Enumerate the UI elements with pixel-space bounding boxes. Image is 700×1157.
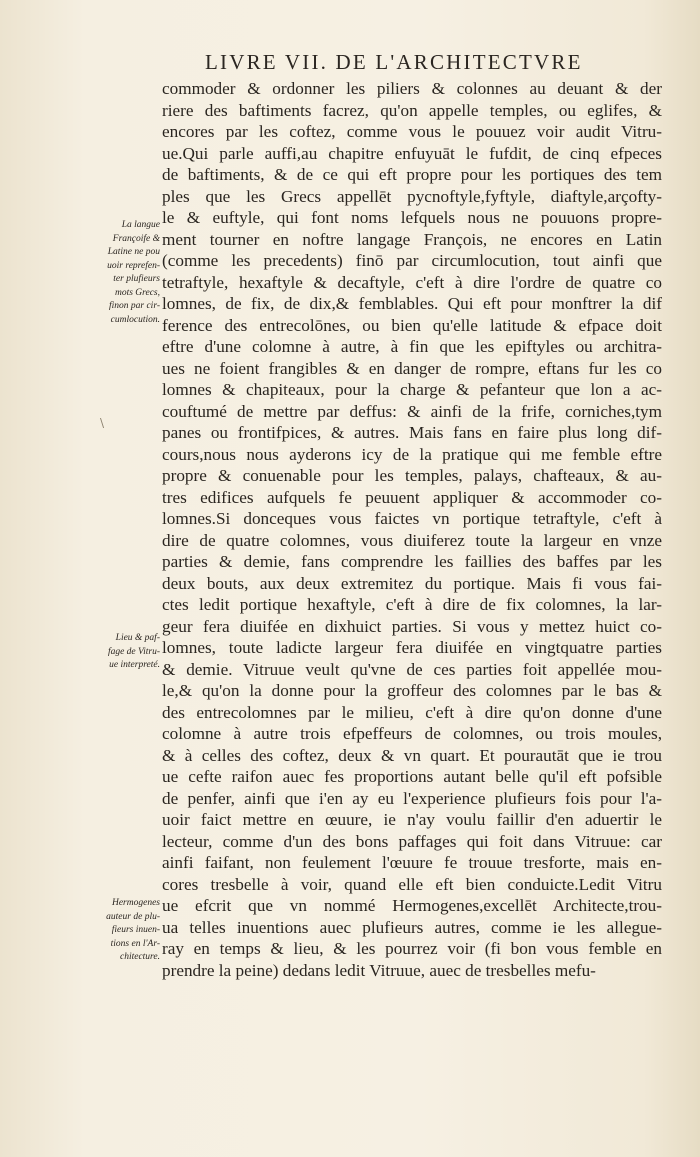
margin-note-line: chitecture. xyxy=(119,952,160,962)
text-line: tetraftyle, hexaftyle & decaftyle, c'eft à dire l'ordre de quatre co xyxy=(162,272,662,292)
margin-note-hermogenes xyxy=(80,897,160,965)
text-line: parties & demie, fans comprendre les faillies des baffes par les xyxy=(162,552,662,571)
text-line: eftre d'une colomne à autre, à fin que les epiftyles ou architra- xyxy=(162,337,662,356)
margin-note-line: mots Grecs, xyxy=(114,287,160,298)
text-line: uoir faict mettre en œuure, ie n'ay voulu faillir d'en aduertir le xyxy=(162,810,662,829)
text-line: panes ou frontifpices, & autres. Mais fans en faire plus long dif- xyxy=(162,423,662,442)
text-line: ues ne foient frangibles & en danger de rompre, eftans fur les co xyxy=(162,358,662,378)
margin-note-line: uoir reprefen- xyxy=(107,260,160,271)
text-line: prendre la peine) dedans ledit Vitruue, auec de tresbelles mefu- xyxy=(162,960,596,980)
text-line: couftumé de mettre par deffus: & ainfi de la frife, corniches,tym xyxy=(162,401,662,421)
margin-note-line: La langue xyxy=(121,220,160,230)
text-line: lomnes, toute ladicte largeur fera diuifée en vingtquatre parties xyxy=(162,638,662,657)
margin-note-line: finon par cir- xyxy=(108,301,160,311)
text-line: lomnes.Si donceques vous faictes vn portique tetraftyle, c'eft à xyxy=(162,509,662,528)
text-line: tres edifices aufquels fe peuuent appliquer & accommoder co- xyxy=(162,487,662,507)
margin-note-line: fieurs inuen- xyxy=(111,925,160,935)
text-line: lomnes & chapiteaux, pour la charge & pefanteur que lon a ac- xyxy=(162,380,662,399)
margin-note-line: ter plufieurs xyxy=(113,274,160,284)
text-line: propre & conuenable pour les temples, palays, chafteaux, & au- xyxy=(162,466,662,485)
text-line: le & euftyle, qui font noms lefquels nous ne pouuons propre- xyxy=(162,208,662,227)
text-line: ment tourner en noftre langage François, ne encores en Latin xyxy=(162,229,662,249)
text-line: ference des entrecolōnes, ou bien qu'elle latitude & efpace doit xyxy=(162,315,662,335)
margin-note-line: auteur de plu- xyxy=(106,911,160,922)
text-line: ples que les Grecs appellēt pycnoftyle,fyftyle, diaftyle,arçofty- xyxy=(162,186,662,206)
text-line: de penfer, ainfi que i'en ay eu l'experience plufieurs fois pour l'a- xyxy=(162,788,662,808)
margin-note-line: tions en l'Ar- xyxy=(110,938,160,949)
text-line: encores par les coftez, comme vous le pouuez voir audit Vitru- xyxy=(162,122,662,141)
running-header: LIVRE VII. DE L'ARCHITECTVRE xyxy=(205,50,583,74)
margin-note-language xyxy=(80,219,160,327)
text-line: cours,nous nous ayderons icy de la pratique qui me femble eftre xyxy=(162,444,662,464)
text-line: ue.Qui parle auffi,au chapitre enfuyuāt le fufdit, de cinq efpeces xyxy=(162,143,662,163)
text-line: & demie. Vitruue veult qu'vne de ces parties foit appellée mou- xyxy=(162,659,662,679)
text-line: riere des baftiments facrez, qu'on appelle temples, ou eglifes, & xyxy=(162,100,662,120)
text-line: ue cefte raifon auec fes proportions autant belle qu'il eft pofsible xyxy=(162,767,662,786)
text-line: geur fera diuifée en dixhuict parties. Si vous y mettez huict co- xyxy=(162,616,662,636)
text-line: ctes ledit portique hexaftyle, c'eft à dire de fix colomnes, la lar- xyxy=(162,595,662,614)
margin-note-line: Hermogenes xyxy=(111,898,160,908)
text-line: & à celles des coftez, deux & vn quart. Et pourautāt que ie trou xyxy=(162,745,662,765)
text-line: cores tresbelle à voir, quand elle eft bien conduicte.Ledit Vitru xyxy=(162,874,662,894)
text-line: colomne à autre trois efpeffeurs de colomnes, ou trois moules, xyxy=(162,724,662,743)
margin-note-line: fage de Vitru- xyxy=(107,646,160,657)
margin-note-line: Lieu & paf- xyxy=(115,633,160,643)
text-line: deux bouts, aux deux extremitez du portique. Mais fi vous fai- xyxy=(162,573,662,593)
text-line: ue efcrit que vn nommé Hermogenes,excellēt Architecte,trou- xyxy=(162,896,662,915)
text-line: des entrecolomnes par le milieu, c'eft à dire qu'on donne d'une xyxy=(162,702,662,722)
margin-note-vitruvius-passage xyxy=(80,632,160,673)
text-line: commoder & ordonner les piliers & colonnes au deuant & der xyxy=(162,79,662,98)
text-line: lecteur, comme d'un des bons paffages qui foit dans Vitruue: car xyxy=(162,831,662,851)
margin-mark: \ xyxy=(100,416,105,430)
margin-note-line: Latine ne pou xyxy=(107,247,160,257)
text-line: ray en temps & lieu, & les pourrez voir (fi bon vous femble en xyxy=(162,939,662,958)
text-line: ua telles inuentions auec plufieurs autres, comme ie les allegue- xyxy=(162,917,662,937)
text-line: dire de quatre colomnes, vous diuiferez toute la largeur en vnze xyxy=(162,530,662,550)
margin-note-line: cumlocution. xyxy=(110,314,160,325)
text-line: lomnes, de fix, de dix,& femblables. Qui eft pour monftrer la dif xyxy=(162,294,662,313)
text-line: de baftiments, & de ce qui eft propre pour les portiques des tem xyxy=(162,165,662,184)
text-line: le,& qu'on la donne pour la groffeur des colomnes par le bas & xyxy=(162,681,662,700)
text-line: ainfi faifant, non feulement l'œuure fe trouue tresforte, mais en- xyxy=(162,853,662,872)
body-text xyxy=(162,78,662,981)
text-line: (comme les precedents) finō par circumlocution, tout ainfi que xyxy=(162,251,662,270)
margin-note-line: ue interpreté. xyxy=(109,660,160,670)
margin-note-line: Françoife & xyxy=(112,233,160,244)
